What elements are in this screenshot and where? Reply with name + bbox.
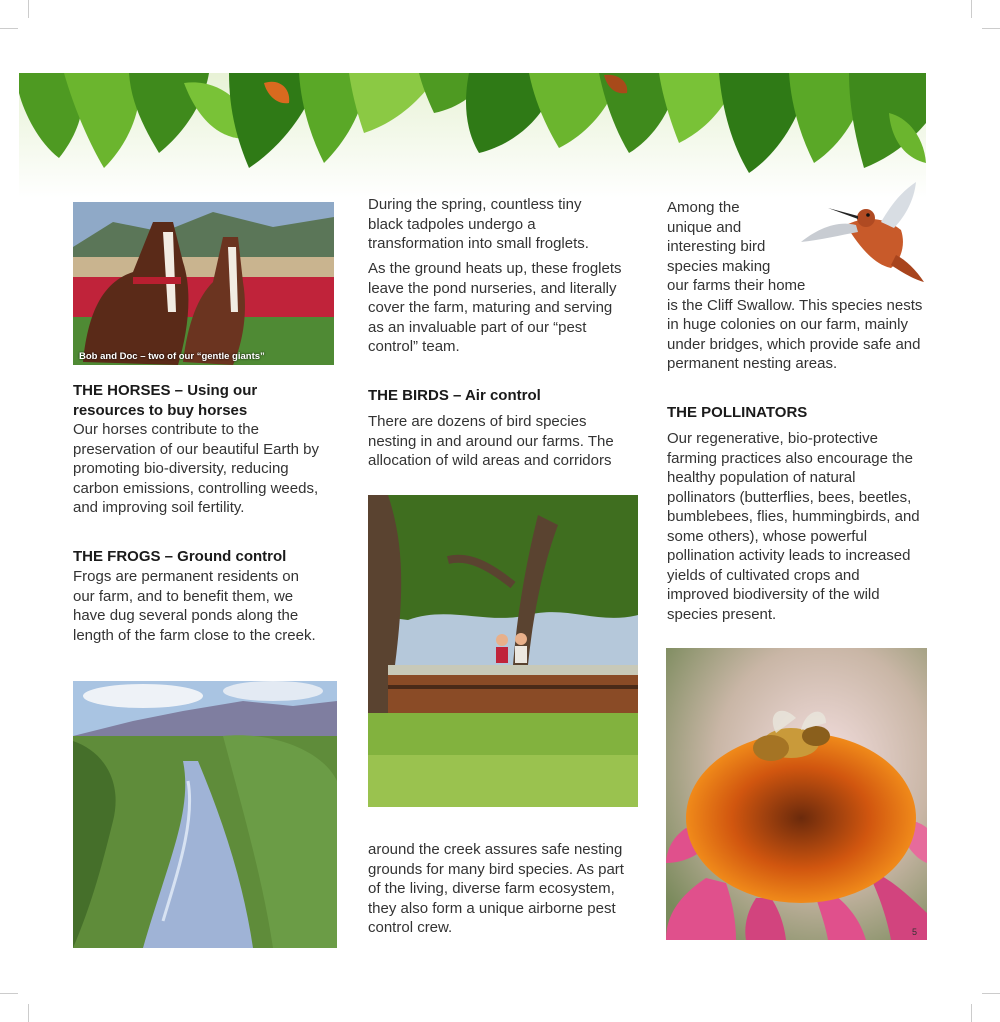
birds-body-part2: around the creek assures safe nesting grounds for many bird species. As part of the living, diverse farm ecosystem, they also form a unique airborne pest control crew. bbox=[368, 841, 624, 936]
bridge-photo bbox=[368, 495, 638, 807]
birds-heading: THE BIRDS – Air control bbox=[368, 387, 541, 404]
horses-photo bbox=[73, 202, 334, 365]
frogs-body: Frogs are permanent residents on our farm, and to benefit them, we have dug several ponds along the length of the farm close to the creek. bbox=[73, 568, 316, 644]
crop-mark bbox=[28, 1004, 29, 1022]
page-number: 5 bbox=[912, 927, 918, 937]
pollinators-heading: THE POLLINATORS bbox=[667, 404, 808, 421]
crop-mark bbox=[0, 28, 18, 29]
hummingbird-photo bbox=[796, 180, 926, 285]
crop-mark bbox=[982, 28, 1000, 29]
swallow-line: interesting bird bbox=[667, 238, 766, 255]
birds-body-part1: There are dozens of bird species nesting in and around our farms. The allocation of wild areas and corridors bbox=[368, 413, 614, 469]
horses-heading-line1: THE HORSES – Using our bbox=[73, 382, 258, 399]
frogs-para2: As the ground heats up, these froglets leave the pond nurseries, and literally cover the farm, maturing and serving as an invaluable part of our “pest control” team. bbox=[368, 260, 622, 355]
swallow-line: species making bbox=[667, 257, 771, 275]
crop-mark bbox=[971, 0, 972, 18]
horses-heading-line2: resources to buy horses bbox=[73, 401, 248, 419]
swallow-line: unique and bbox=[667, 218, 742, 236]
swallow-line: our farms their home bbox=[667, 277, 806, 294]
crop-mark bbox=[982, 993, 1000, 994]
creek-photo bbox=[73, 681, 337, 948]
horses-photo-caption: Bob and Doc – two of our “gentle giants” bbox=[79, 351, 265, 362]
frogs-heading: THE FROGS – Ground control bbox=[73, 548, 287, 565]
frogs-para1: During the spring, countless tiny black tadpoles undergo a transformation into small froglets. bbox=[368, 196, 589, 252]
swallow-line: Among the bbox=[667, 199, 740, 216]
horses-body: Our horses contribute to the preservation of our beautiful Earth by promoting bio-diversity, reducing carbon emissions, controlling weeds, and improving soil fertility. bbox=[73, 421, 319, 516]
bee-photo bbox=[666, 648, 927, 940]
leaf-banner bbox=[19, 73, 926, 198]
pollinators-body: Our regenerative, bio-protective farming practices also encourage the healthy population of natural pollinators (butterflies, bees, beetles, bumblebees, flies, hummingbirds, and some others), whose powerful pollination activity leads to increased yields of cultivated crops and improved biodiversity of the wild species present. bbox=[667, 430, 920, 623]
swallow-rest: is the Cliff Swallow. This species nests in huge colonies on our farm, mainly under bridges, which provide safe and permanent nesting areas. bbox=[667, 296, 923, 372]
horses-heading bbox=[73, 381, 335, 420]
crop-mark bbox=[28, 0, 29, 18]
crop-mark bbox=[0, 993, 18, 994]
crop-mark bbox=[971, 1004, 972, 1022]
